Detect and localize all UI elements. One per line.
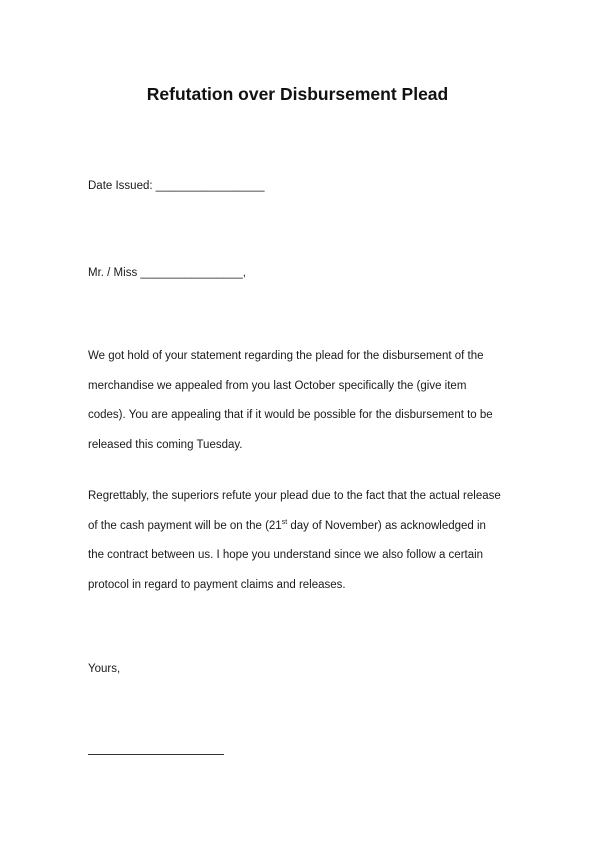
closing-line: Yours, (88, 663, 121, 675)
paragraph-line: We got hold of your statement regarding the plead for the disbursement of the (88, 350, 484, 362)
paragraph-line: the contract between us. I hope you understand since we also follow a certain (88, 549, 484, 561)
date-issued-line: Date Issued: _________________ (88, 180, 265, 192)
paragraph-line: codes). You are appealing that if it would be possible for the disbursement to be (88, 409, 493, 421)
body-paragraph-2 (88, 482, 528, 600)
paragraph-line: Regrettably, the superiors refute your plead due to the fact that the actual release (88, 490, 501, 502)
page-title: Refutation over Disbursement Plead (146, 84, 449, 104)
ordinal-suffix: st (281, 518, 288, 526)
paragraph-line: released this coming Tuesday. (88, 438, 243, 451)
paragraph-line: protocol in regard to payment claims and releases. (88, 578, 346, 591)
paragraph-text: day of November) as acknowledged in (287, 519, 486, 532)
body-paragraph-1 (88, 342, 528, 460)
salutation-line: Mr. / Miss ________________, (88, 267, 246, 279)
paragraph-line (88, 512, 528, 542)
paragraph-text: of the cash payment will be on the (21 (88, 519, 282, 532)
signature-line (88, 754, 224, 755)
paragraph-line: merchandise we appealed from you last October specifically the (give item (88, 379, 467, 392)
